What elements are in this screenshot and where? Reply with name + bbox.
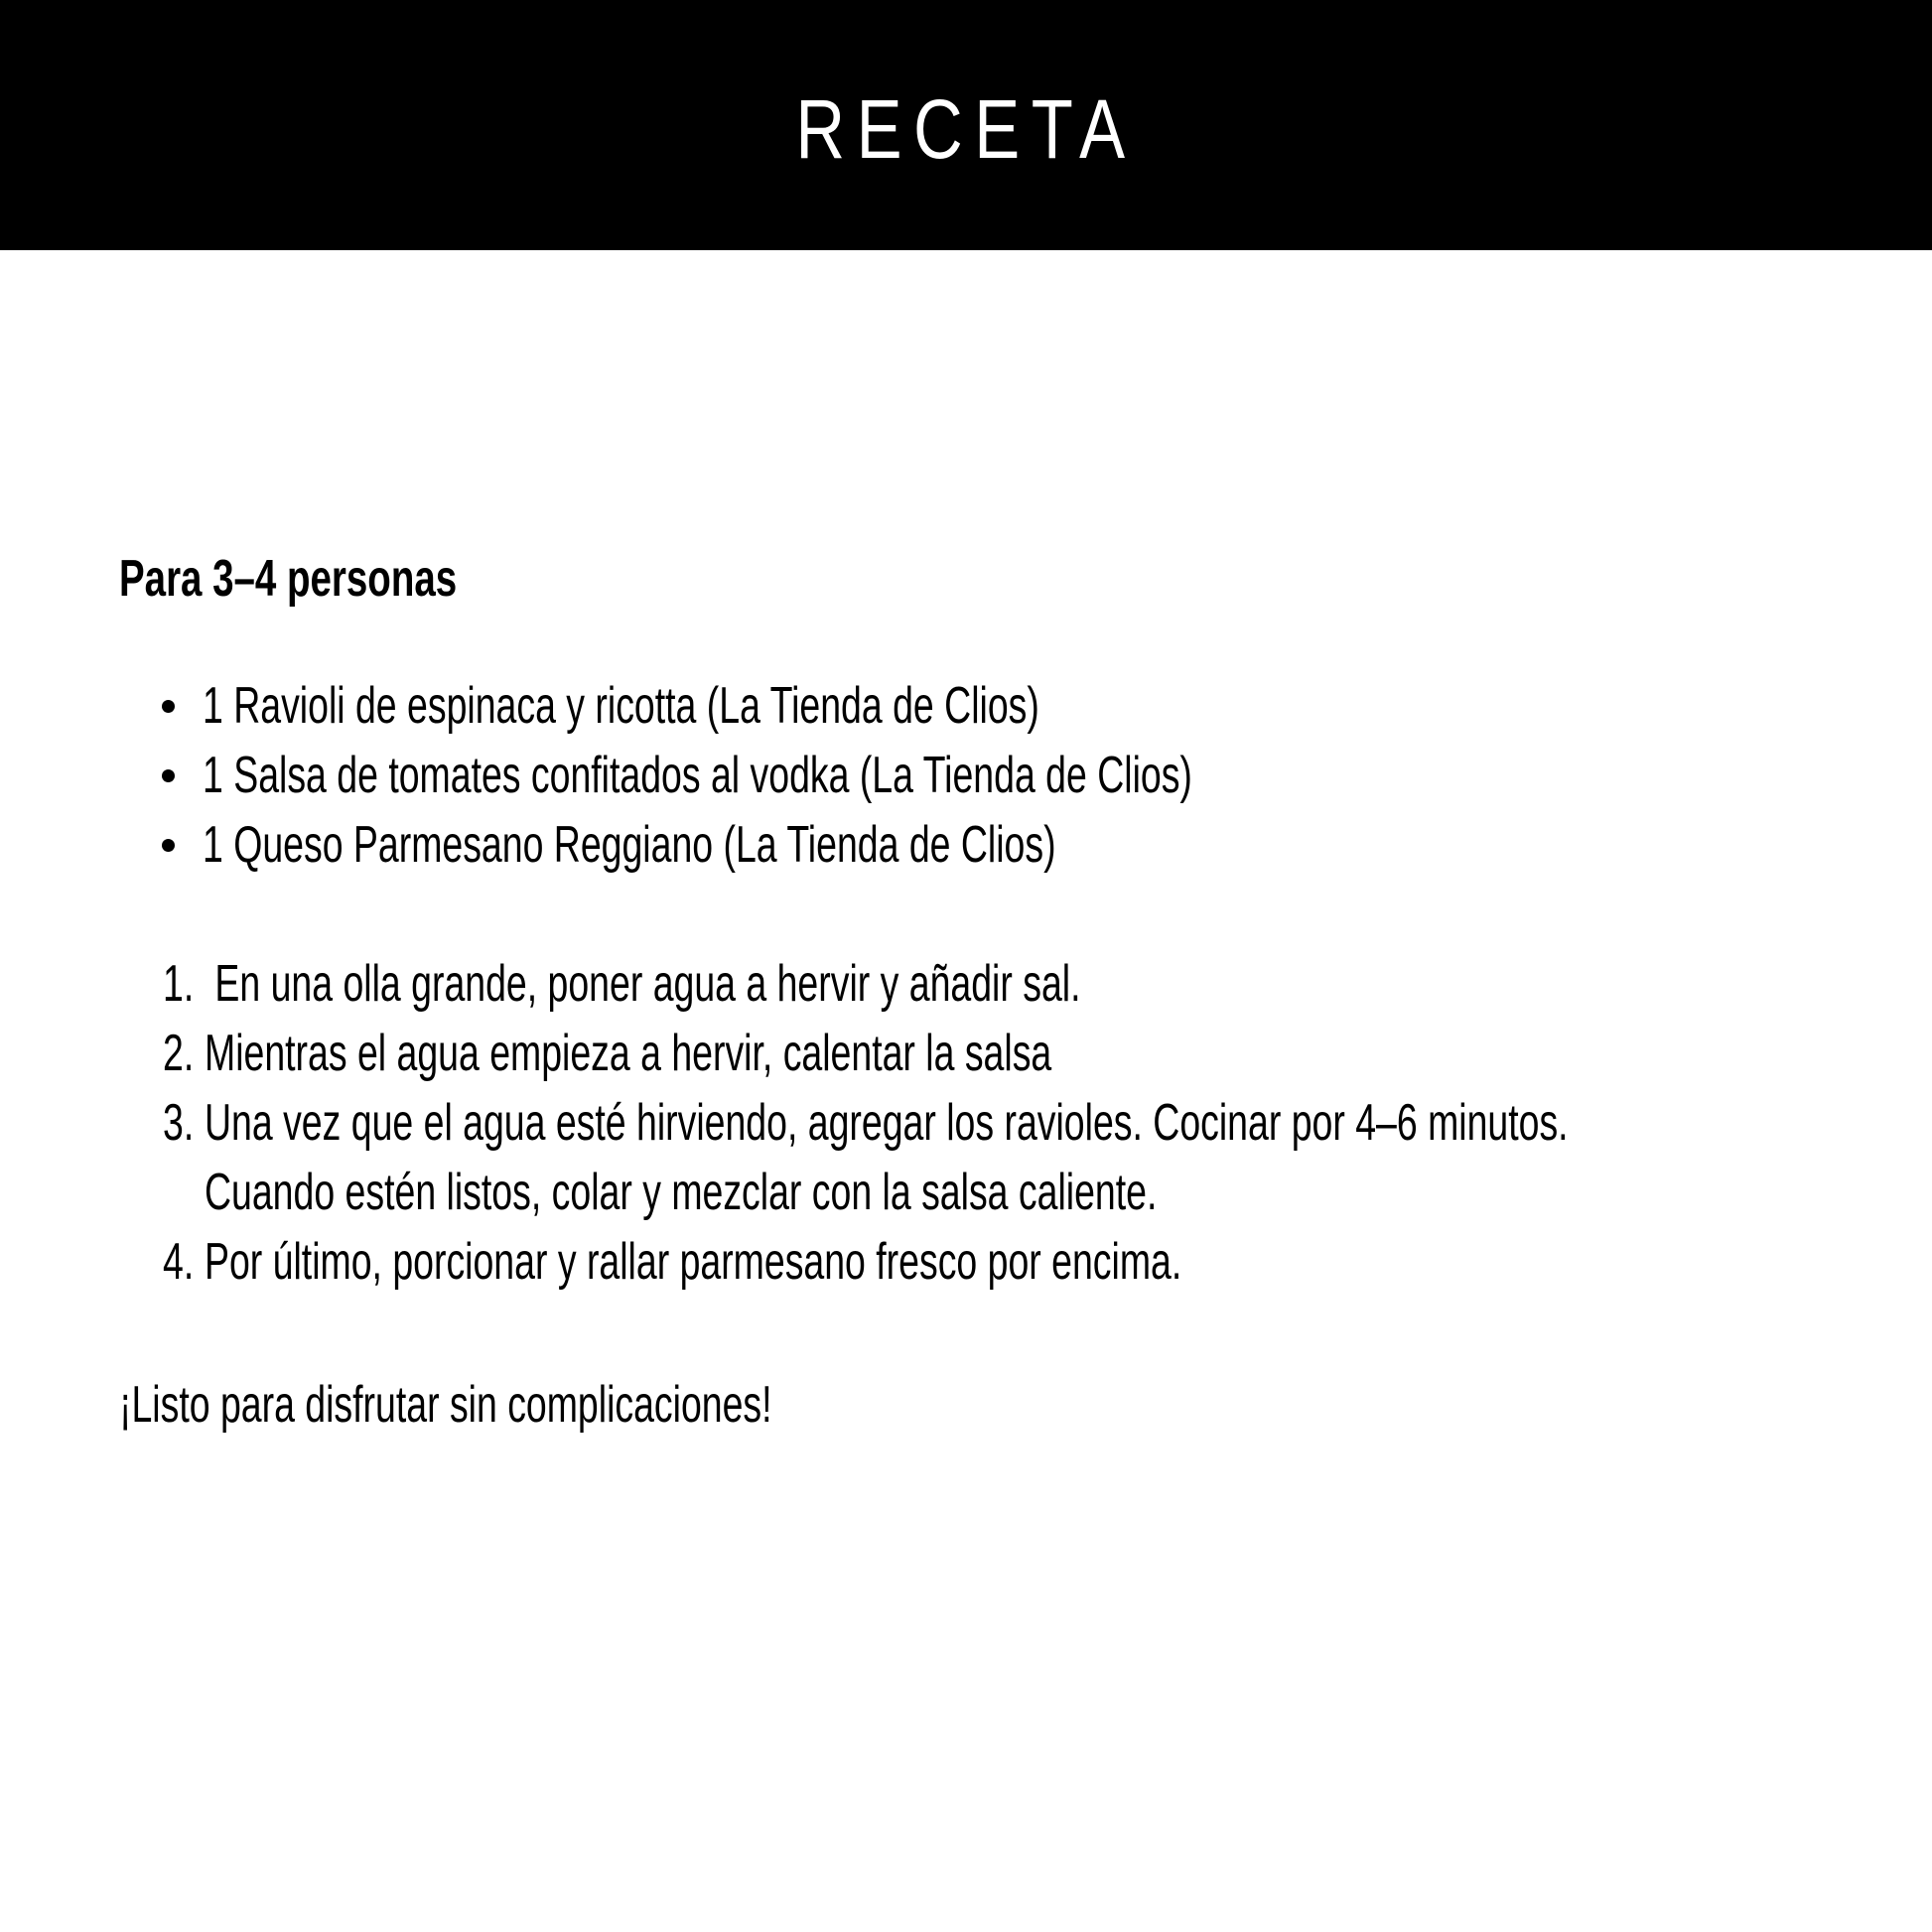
- bullet-icon: [162, 839, 175, 852]
- step-line: Mientras el agua empieza a hervir, calentar la salsa: [205, 1025, 1052, 1082]
- step-text: [205, 1088, 1813, 1227]
- step-number: 1.: [163, 955, 195, 1013]
- step-item: [119, 1088, 1827, 1227]
- bullet-icon: [162, 769, 175, 782]
- ingredient-list: [119, 671, 1827, 880]
- bullet-icon: [162, 700, 175, 713]
- ingredient-item: [119, 671, 1827, 741]
- ingredient-label: 1 Queso Parmesano Reggiano (La Tienda de Clios): [203, 816, 1056, 874]
- step-item: [119, 1019, 1827, 1088]
- step-text: [205, 1227, 1813, 1297]
- servings-heading: Para 3–4 personas: [119, 550, 458, 608]
- ingredient-label: 1 Salsa de tomates confitados al vodka (La Tienda de Clios): [203, 747, 1192, 804]
- step-number: 2.: [163, 1025, 195, 1082]
- step-item: [119, 949, 1827, 1019]
- ingredient-item: [119, 810, 1827, 880]
- step-list: [119, 949, 1827, 1297]
- recipe-content: [119, 544, 1827, 1440]
- step-number: 3.: [163, 1094, 195, 1152]
- step-line: Por último, porcionar y rallar parmesano fresco por encima.: [205, 1233, 1182, 1291]
- step-text: [205, 949, 1813, 1019]
- page-title: RECETA: [795, 82, 1137, 176]
- ingredient-label: 1 Ravioli de espinaca y ricotta (La Tienda de Clios): [203, 677, 1039, 735]
- step-line: Cuando estén listos, colar y mezclar con la salsa caliente.: [205, 1164, 1158, 1221]
- ingredient-item: [119, 741, 1827, 810]
- step-number: 4.: [163, 1233, 195, 1291]
- step-line: Una vez que el agua esté hirviendo, agregar los ravioles. Cocinar por 4–6 minutos.: [205, 1094, 1569, 1152]
- step-text: [205, 1019, 1813, 1088]
- closing-line: ¡Listo para disfrutar sin complicaciones!: [119, 1376, 772, 1434]
- step-line: En una olla grande, poner agua a hervir y añadir sal.: [205, 955, 1081, 1013]
- step-item: [119, 1227, 1827, 1297]
